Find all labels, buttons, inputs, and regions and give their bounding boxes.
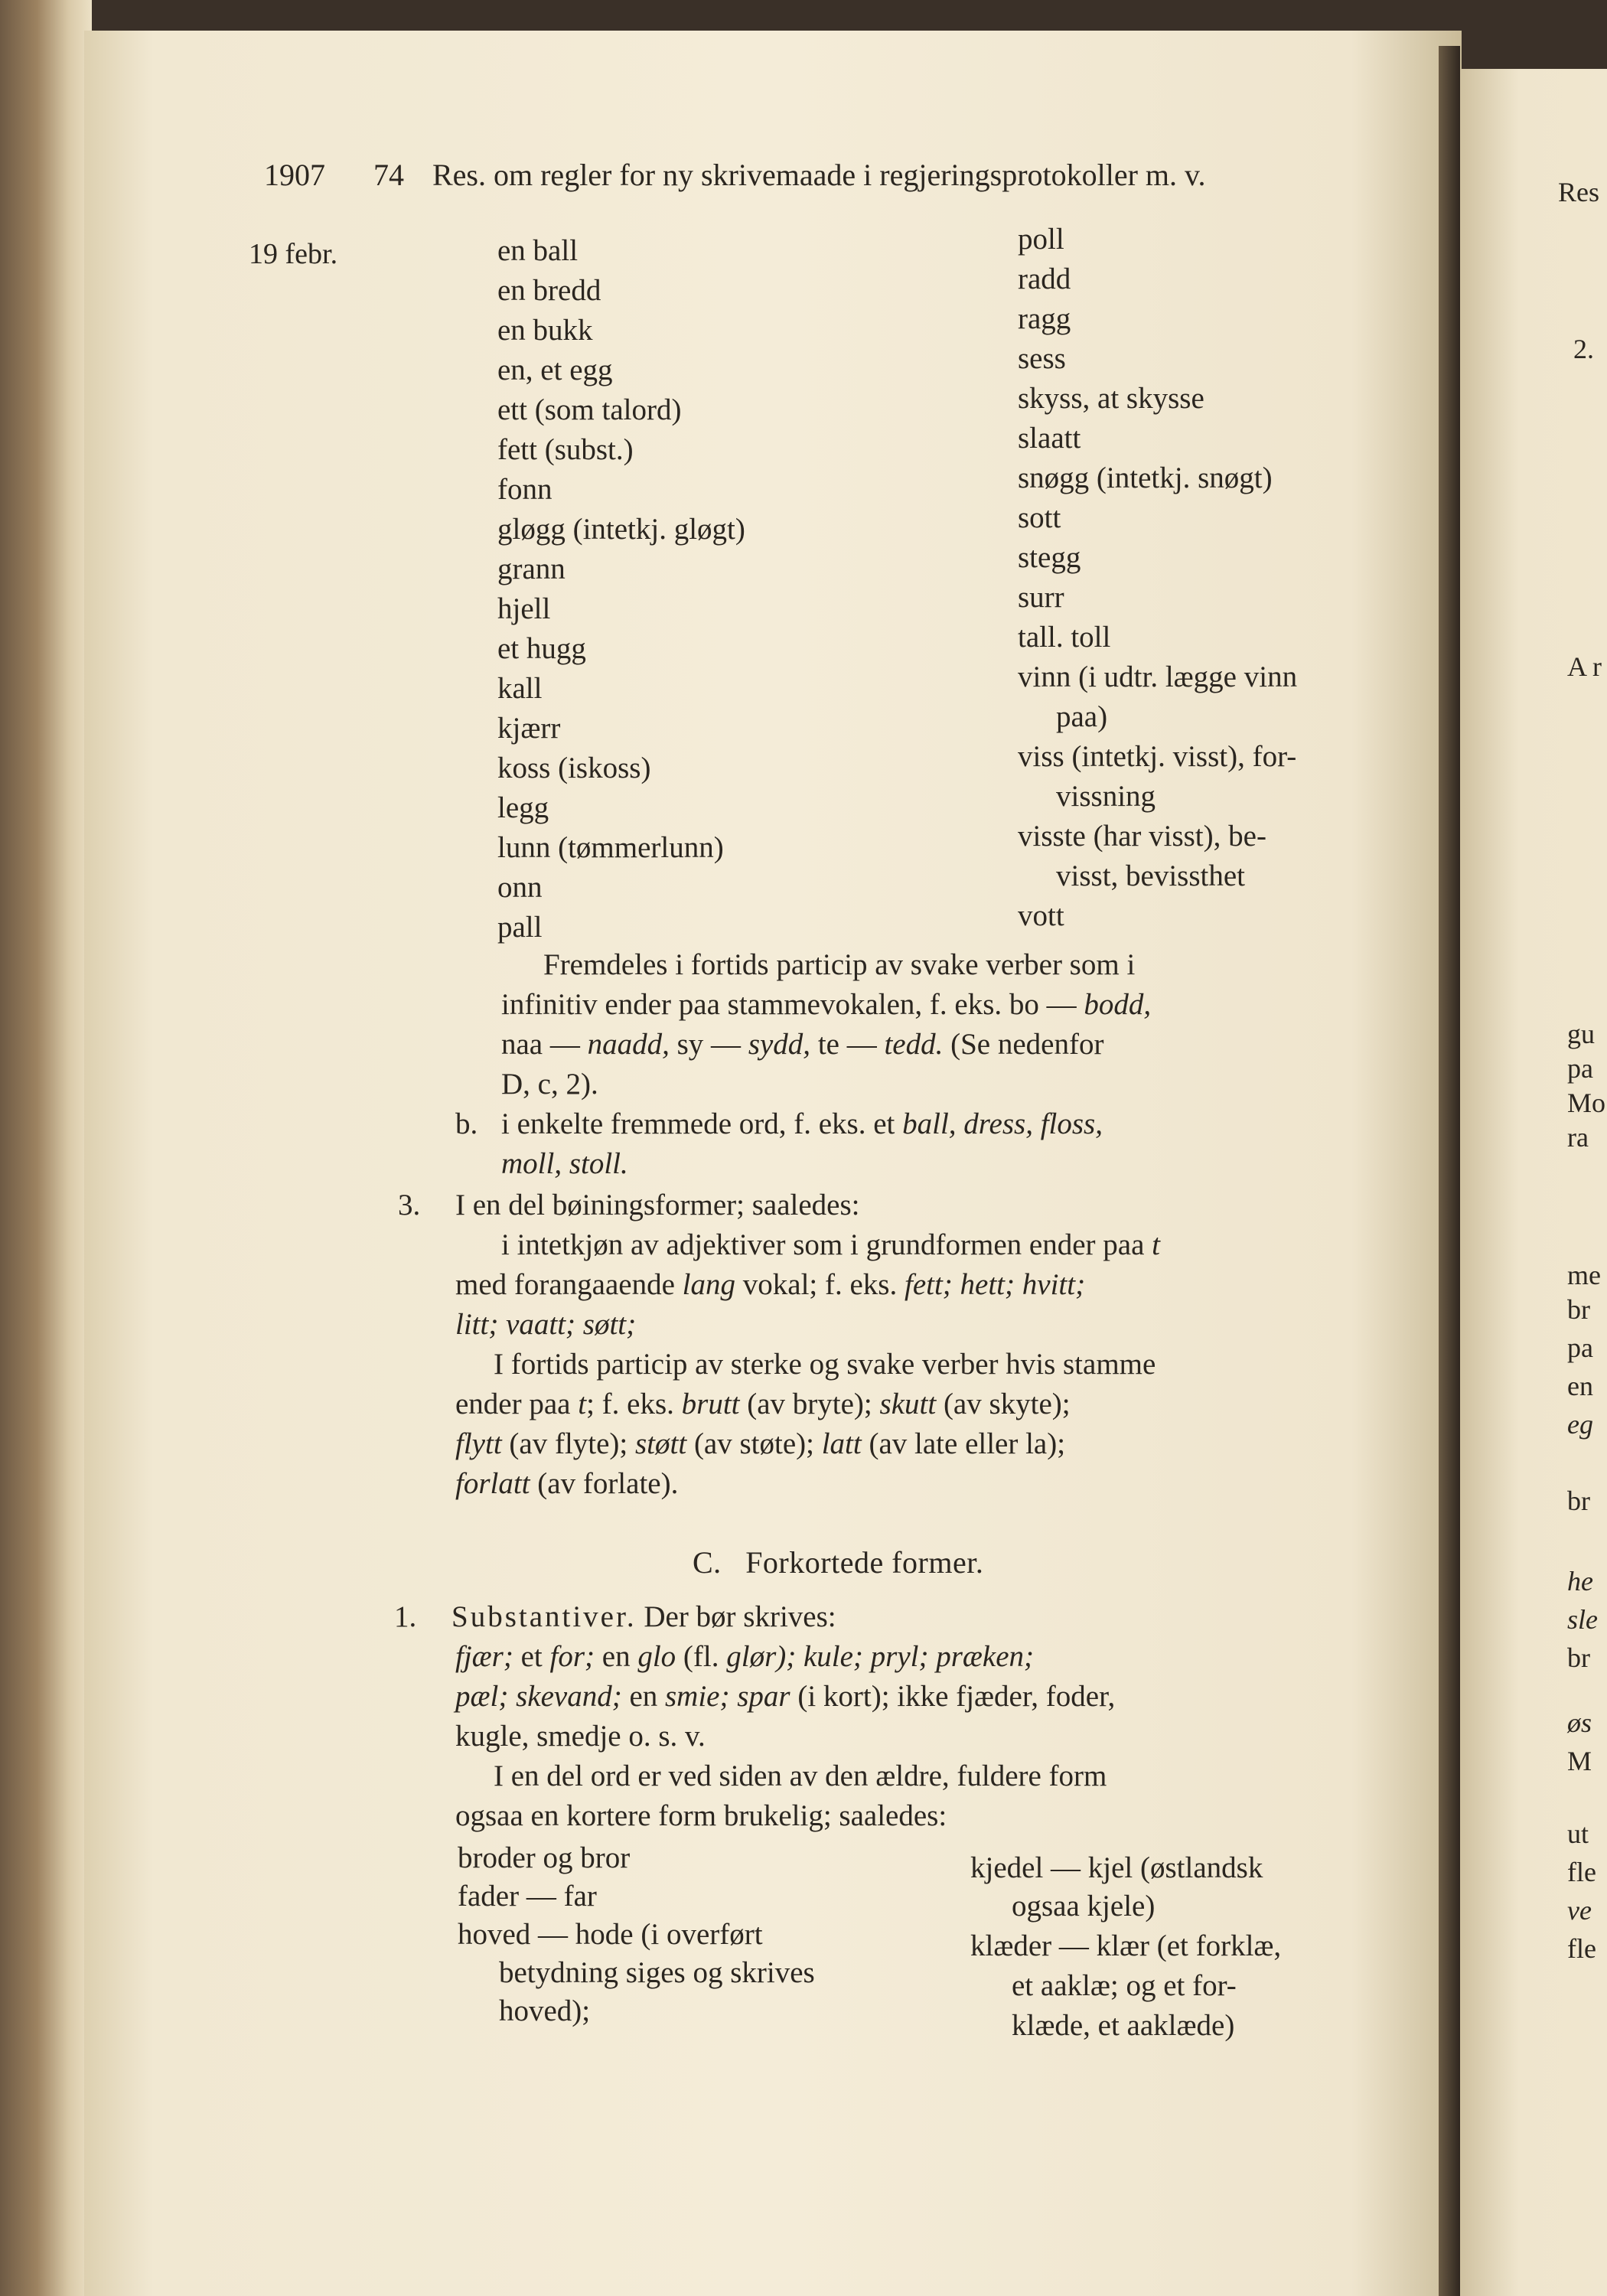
word-entry: pall <box>497 911 543 944</box>
text-line: I en del ord er ved siden av den ældre, fuldere form <box>494 1760 1107 1792</box>
right-page-fragment: br <box>1567 1486 1590 1516</box>
text-line: naa — naadd, sy — sydd, te — tedd. (Se nedenfor <box>501 1028 1104 1061</box>
text-line: ender paa t; f. eks. brutt (av bryte); skutt (av skyte); <box>455 1388 1071 1420</box>
word-entry: vinn (i udtr. lægge vinn <box>1018 660 1298 693</box>
word-entry: legg <box>497 791 549 824</box>
right-page-fragment: sle <box>1567 1604 1598 1635</box>
text-line: i intetkjøn av adjektiver som i grundformen ender paa t <box>501 1228 1160 1261</box>
right-page-fragment: ut <box>1567 1818 1589 1849</box>
text-line: fjær; et for; en glo (fl. glør); kule; pryl; præken; <box>455 1640 1035 1673</box>
word-entry: fonn <box>497 473 553 506</box>
page-year: 1907 <box>264 158 325 192</box>
text-line: D, c, 2). <box>501 1068 598 1101</box>
text-line: kugle, smedje o. s. v. <box>455 1720 706 1753</box>
item-label: 1. <box>394 1600 417 1633</box>
right-page-fragment: M <box>1567 1746 1592 1776</box>
word-entry: lunn (tømmerlunn) <box>497 831 724 864</box>
right-page-fragment: eg <box>1567 1409 1593 1440</box>
text-line: infinitiv ender paa stammevokalen, f. eks. bo — bodd, <box>501 988 1152 1021</box>
text-line: litt; vaatt; søtt; <box>455 1308 637 1341</box>
word-entry: sott <box>1018 501 1061 534</box>
right-page-fragment: pa <box>1567 1332 1593 1363</box>
word-entry: koss (iskoss) <box>497 752 651 784</box>
right-page-fragment: fle <box>1567 1857 1596 1887</box>
right-page-fragment: ve <box>1567 1895 1592 1926</box>
pair-entry: broder og bror <box>458 1841 631 1874</box>
page-gutter <box>1439 46 1460 2296</box>
word-entry: visst, bevissthet <box>1056 859 1246 892</box>
text-line: pæl; skevand; en smie; spar (i kort); ikke fjæder, foder, <box>455 1680 1116 1713</box>
word-entry: stegg <box>1018 541 1081 574</box>
word-entry: en, et egg <box>497 354 613 386</box>
word-entry: ett (som talord) <box>497 393 682 426</box>
right-page-fragment: øs <box>1567 1707 1592 1738</box>
word-entry: skyss, at skysse <box>1018 382 1204 415</box>
pair-entry: et aaklæ; og et for- <box>1012 1969 1237 2002</box>
text-line: med forangaaende lang vokal; f. eks. fett; hett; hvitt; <box>455 1268 1086 1301</box>
right-page-fragment: en <box>1567 1371 1593 1401</box>
page-number: 74 <box>373 158 404 192</box>
word-entry: kjærr <box>497 712 561 745</box>
text-line: moll, stoll. <box>501 1147 628 1180</box>
text-line: I fortids particip av sterke og svake verber hvis stamme <box>494 1348 1156 1381</box>
word-entry: grann <box>497 553 566 585</box>
word-entry: en bredd <box>497 274 601 307</box>
pair-entry: betydning siges og skrives <box>499 1956 815 1989</box>
word-entry: et hugg <box>497 632 586 665</box>
pair-entry: hoved); <box>499 1994 591 2027</box>
text-line: Substantiver. Der bør skrives: <box>451 1600 836 1633</box>
word-entry: radd <box>1018 263 1071 295</box>
word-entry: fett (subst.) <box>497 433 634 466</box>
pair-entry: hoved — hode (i overført <box>458 1918 763 1951</box>
right-page-fragment: gu <box>1567 1019 1595 1049</box>
section-heading: C. Forkortede former. <box>693 1545 984 1580</box>
running-title: Res. om regler for ny skrivemaade i regjeringsprotokoller m. v. <box>432 158 1206 192</box>
word-entry: sess <box>1018 342 1066 375</box>
word-entry: tall. toll <box>1018 621 1111 654</box>
pair-entry: klæde, et aaklæde) <box>1012 2009 1235 2042</box>
pair-entry: ogsaa kjele) <box>1012 1890 1156 1923</box>
book-spine <box>0 0 92 2296</box>
word-entry: en ball <box>497 234 579 267</box>
right-page-fragment: br <box>1567 1642 1590 1673</box>
word-entry: ragg <box>1018 302 1071 335</box>
pair-entry: klæder — klær (et forklæ, <box>970 1929 1282 1962</box>
text-line: i enkelte fremmede ord, f. eks. et ball, dress, floss, <box>501 1107 1103 1140</box>
text-line: ogsaa en kortere form brukelig; saaledes: <box>455 1799 947 1832</box>
text-line: forlatt (av forlate). <box>455 1467 679 1500</box>
item-label: b. <box>455 1107 478 1140</box>
text-line: I en del bøiningsformer; saaledes: <box>455 1189 860 1221</box>
right-page-fragment: ra <box>1567 1122 1589 1153</box>
word-entry: onn <box>497 871 543 904</box>
word-entry: gløgg (intetkj. gløgt) <box>497 513 745 546</box>
word-entry: paa) <box>1056 700 1108 733</box>
word-entry: snøgg (intetkj. snøgt) <box>1018 461 1273 494</box>
text-line: Fremdeles i fortids particip av svake verber som i <box>543 948 1136 981</box>
right-page-fragment: pa <box>1567 1053 1593 1084</box>
right-page-fragment: Mo <box>1567 1088 1606 1118</box>
word-entry: kall <box>497 672 543 705</box>
right-page-fragment: 2. <box>1573 334 1594 364</box>
pair-entry: kjedel — kjel (østlandsk <box>970 1851 1263 1884</box>
pair-entry: fader — far <box>458 1880 597 1913</box>
right-page-edge <box>1460 69 1607 2296</box>
item-label: 3. <box>398 1189 421 1221</box>
right-page-fragment: fle <box>1567 1933 1596 1964</box>
word-entry: vott <box>1018 899 1064 932</box>
word-entry: en bukk <box>497 314 593 347</box>
right-page-fragment: Res <box>1558 177 1599 207</box>
text-line: flytt (av flyte); støtt (av støte); latt (av late eller la); <box>455 1427 1066 1460</box>
right-page-fragment: he <box>1567 1566 1593 1596</box>
word-entry: slaatt <box>1018 422 1081 455</box>
right-page-fragment: me <box>1567 1260 1601 1290</box>
word-entry: surr <box>1018 581 1064 614</box>
word-entry: vissning <box>1056 780 1156 813</box>
word-entry: visste (har visst), be- <box>1018 820 1266 853</box>
right-page-fragment: br <box>1567 1294 1590 1325</box>
margin-date: 19 febr. <box>249 238 338 270</box>
word-entry: poll <box>1018 223 1064 256</box>
word-entry: viss (intetkj. visst), for- <box>1018 740 1297 773</box>
right-page-fragment: A r <box>1567 651 1602 682</box>
word-entry: hjell <box>497 592 551 625</box>
